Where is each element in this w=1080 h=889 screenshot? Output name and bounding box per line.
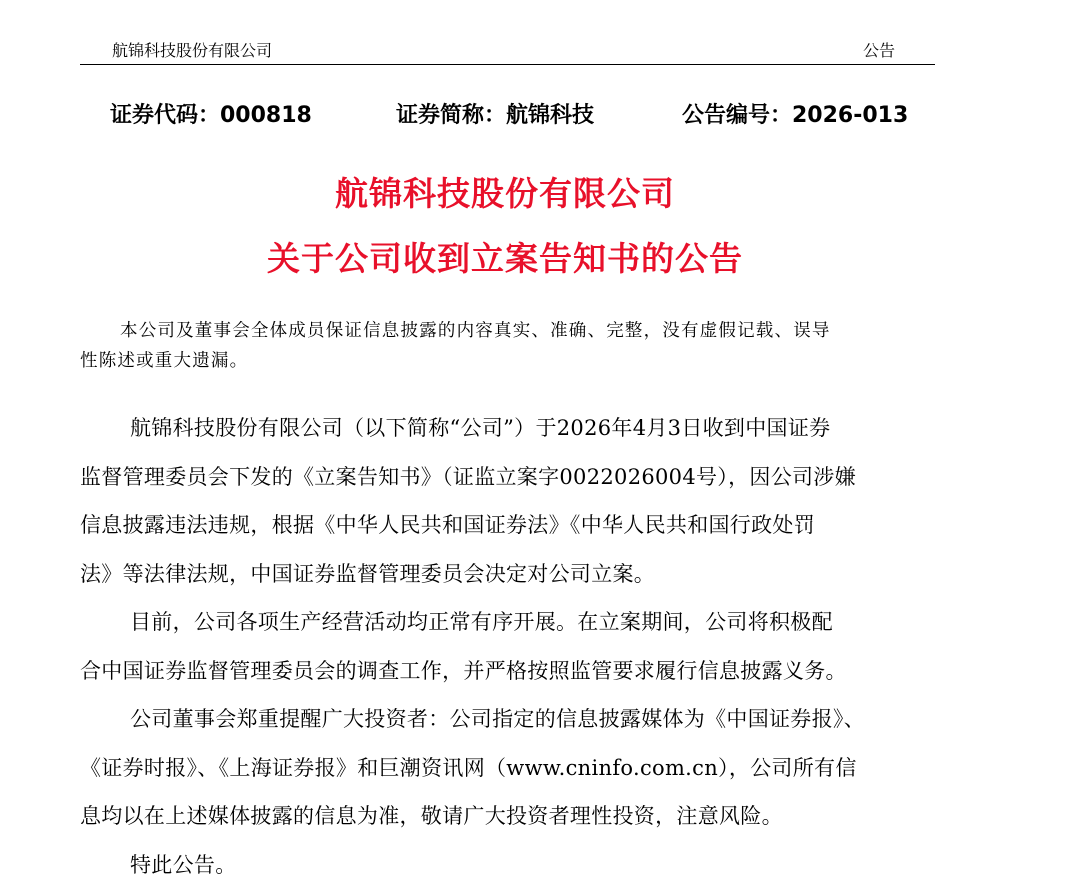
title-subject: 关于公司收到立案告知书的公告 xyxy=(0,233,1010,280)
body-line: 《证券时报》、《上海证券报》和巨潮资讯网（www.cninfo.com.cn），公司所有信 xyxy=(80,744,950,793)
body-line: 监督管理委员会下发的《立案告知书》（证监立案字0022026004号），因公司涉嫌 xyxy=(80,453,950,502)
header-doc-type: 公告 xyxy=(863,38,895,61)
body-line: 息均以在上述媒体披露的信息为准，敬请广大投资者理性投资，注意风险。 xyxy=(80,792,950,841)
closing-line: 特此公告。 xyxy=(80,841,950,889)
statement-line: 性陈述或重大遗漏。 xyxy=(80,346,940,376)
body-line: 目前，公司各项生产经营活动均正常有序开展。在立案期间，公司将积极配 xyxy=(80,598,950,647)
header-company-name: 航锦科技股份有限公司 xyxy=(112,38,272,61)
statement-line: 本公司及董事会全体成员保证信息披露的内容真实、准确、完整，没有虚假记载、误导 xyxy=(80,316,940,346)
body-line: 信息披露违法违规，根据《中华人民共和国证券法》《中华人民共和国行政处罚 xyxy=(80,501,950,550)
running-header xyxy=(80,34,935,65)
notice-number: 公告编号：2026-013 xyxy=(682,98,908,129)
body-line: 合中国证券监督管理委员会的调查工作，并严格按照监管要求履行信息披露义务。 xyxy=(80,647,950,696)
announcement-body xyxy=(80,404,950,889)
title-company: 航锦科技股份有限公司 xyxy=(0,168,1010,215)
stock-code: 证券代码：000818 xyxy=(110,98,312,129)
body-line: 法》等法律法规，中国证券监督管理委员会决定对公司立案。 xyxy=(80,550,950,599)
stock-name: 证券简称：航锦科技 xyxy=(396,98,594,129)
body-line: 航锦科技股份有限公司（以下简称“公司”）于2026年4月3日收到中国证券 xyxy=(80,404,950,453)
body-line: 公司董事会郑重提醒广大投资者：公司指定的信息披露媒体为《中国证券报》、 xyxy=(80,695,950,744)
board-statement xyxy=(80,316,940,376)
security-code-line xyxy=(0,98,1080,130)
